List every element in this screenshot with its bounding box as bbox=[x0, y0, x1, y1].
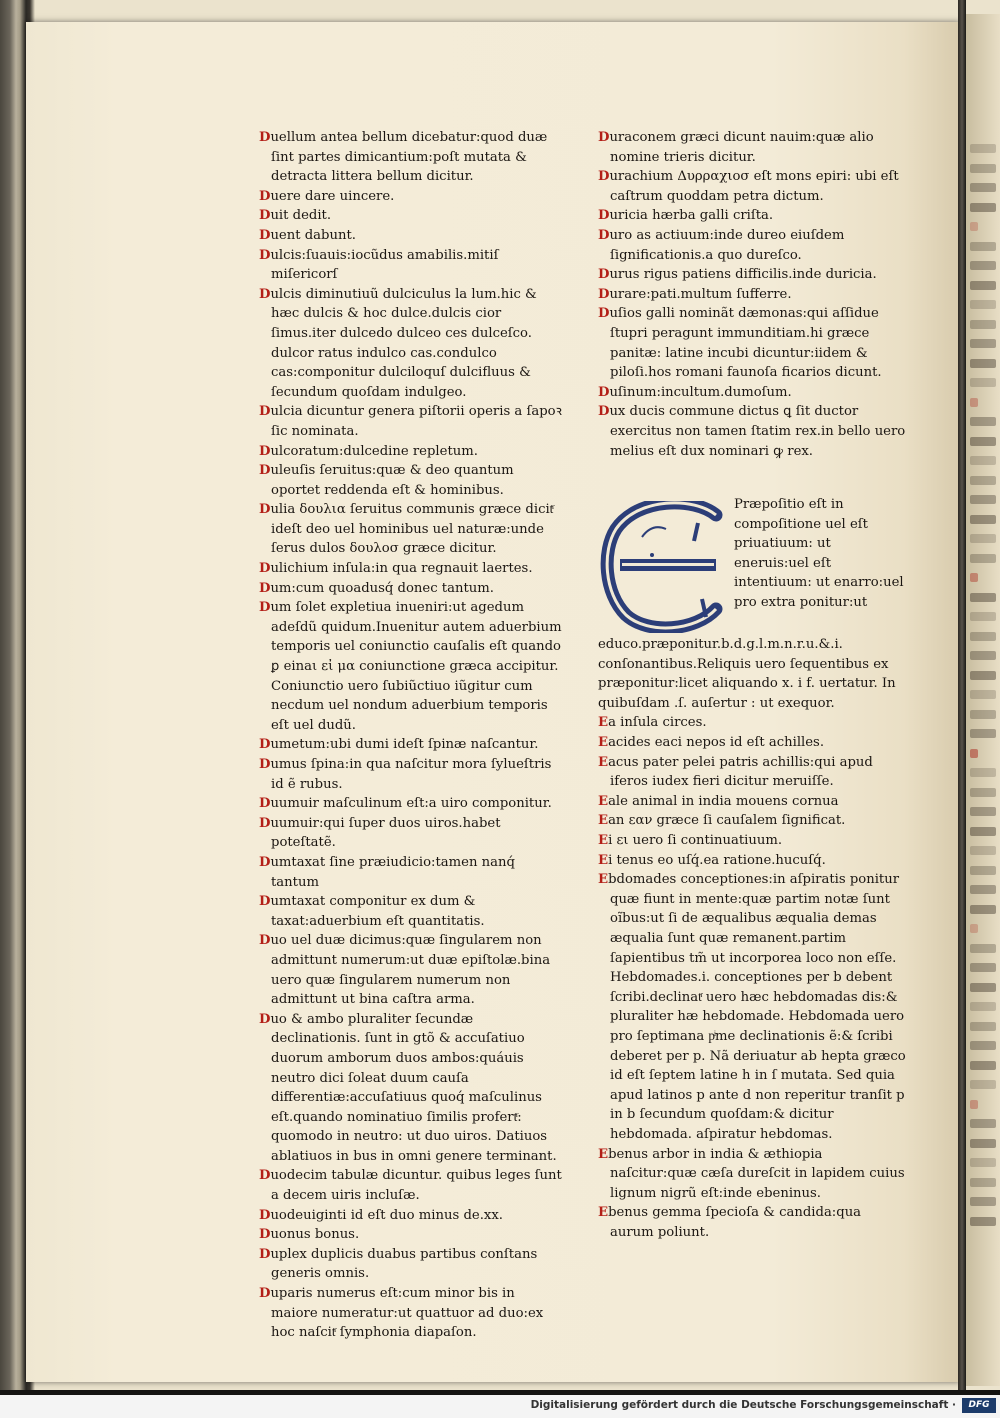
rubricated-initial: D bbox=[259, 854, 271, 870]
rubricated-initial: D bbox=[598, 130, 610, 145]
rubricated-initial: E bbox=[598, 735, 609, 751]
next-page-text-fragment bbox=[970, 300, 996, 309]
rubricated-initial: D bbox=[598, 169, 610, 185]
rubricated-initial: D bbox=[259, 443, 271, 459]
rubricated-initial: D bbox=[259, 1246, 271, 1262]
entry-text: uraconem græci dicunt nauim:quæ alio nomine trieris dicitur. bbox=[609, 130, 874, 165]
entry-text: umus ſpina:in qua naſcitur mora ſylueſtris id ẽ rubus. bbox=[270, 757, 552, 792]
rubricated-initial: E bbox=[598, 754, 609, 770]
next-page-text-fragment bbox=[970, 1061, 996, 1070]
entry-text: urachium Δυρραχιοσ eſt mons epiri: ubi eſt caſtrum quoddam petra dictum. bbox=[609, 169, 899, 204]
rubricated-initial: E bbox=[598, 872, 609, 888]
dictionary-entry bbox=[259, 1166, 564, 1205]
next-page-text-fragment bbox=[970, 983, 996, 992]
rubricated-initial: D bbox=[259, 227, 271, 243]
rubricated-initial: D bbox=[259, 737, 271, 753]
rubricated-initial: D bbox=[259, 1207, 271, 1223]
next-page-text-fragment bbox=[970, 1217, 996, 1226]
dictionary-entry bbox=[259, 246, 564, 285]
dictionary-entry bbox=[259, 285, 564, 403]
dictionary-entry bbox=[259, 755, 564, 794]
footer-bar bbox=[0, 1395, 1000, 1418]
dictionary-entry bbox=[259, 402, 564, 441]
gutter-shadow bbox=[958, 0, 966, 1390]
rubricated-initial: E bbox=[598, 833, 609, 849]
rubricated-initial: D bbox=[259, 1168, 271, 1184]
dictionary-entry bbox=[259, 1284, 564, 1343]
next-page-text-fragment bbox=[970, 807, 996, 816]
rubricated-initial: D bbox=[259, 757, 271, 772]
rubricated-initial: D bbox=[259, 404, 271, 420]
rubricated-initial: E bbox=[598, 793, 609, 809]
dictionary-entry bbox=[259, 1010, 564, 1167]
rubricated-initial: D bbox=[259, 894, 271, 910]
entry-text: umetum:ubi dumi ideſt ſpinæ naſcantur. bbox=[270, 737, 539, 753]
dictionary-entry bbox=[259, 579, 564, 599]
next-page-text-fragment bbox=[970, 261, 996, 270]
next-page-text-fragment bbox=[970, 417, 996, 426]
rubricated-initial: D bbox=[598, 306, 610, 322]
next-page-text-fragment bbox=[970, 1178, 996, 1187]
dictionary-entry bbox=[259, 598, 564, 735]
next-page-text-fragment bbox=[970, 885, 996, 894]
dictionary-entry bbox=[259, 226, 564, 246]
next-page-text-fragment bbox=[970, 1100, 978, 1109]
next-page-text-fragment bbox=[970, 1158, 996, 1167]
next-page-text-fragment bbox=[970, 534, 996, 543]
next-page-text-fragment bbox=[970, 222, 978, 231]
entry-text: i ει uero ſi continuatiuum. bbox=[608, 833, 783, 849]
entry-text: uleuſis ſeruitus:quæ & deo quantum oportet reddenda eſt & hominibus. bbox=[270, 463, 514, 498]
dictionary-entry bbox=[259, 931, 564, 1009]
rubricated-initial: D bbox=[259, 933, 271, 949]
next-page-text-fragment bbox=[970, 1002, 996, 1011]
entry-text: uere dare uincere. bbox=[270, 188, 395, 204]
next-page-text-fragment bbox=[970, 1139, 996, 1148]
dictionary-entry bbox=[259, 128, 564, 187]
entry-text: benus gemma ſpecioſa & candida:qua aurum poliunt. bbox=[608, 1205, 862, 1240]
dictionary-entry bbox=[598, 713, 908, 733]
next-page-text-fragment bbox=[970, 456, 996, 465]
dictionary-entry bbox=[259, 442, 564, 462]
rubricated-initial: D bbox=[259, 580, 271, 596]
rubricated-initial: E bbox=[598, 813, 609, 829]
entry-text: uodeuiginti id eſt duo minus de.xx. bbox=[270, 1207, 503, 1223]
next-page-text-fragment bbox=[970, 398, 978, 407]
dictionary-entry bbox=[598, 851, 908, 871]
rubricated-initial: E bbox=[598, 1146, 609, 1162]
dictionary-entry bbox=[598, 811, 908, 831]
dictionary-entry bbox=[598, 831, 908, 851]
next-page-text-fragment bbox=[970, 183, 996, 192]
rubricated-initial: D bbox=[259, 796, 271, 812]
right-text-column bbox=[598, 128, 908, 1243]
entry-text: uſios galli nominãt dæmonas:qui aſſidue ſtupri peragunt immunditiam.hi græce panitæ: latine incubi dicuntur:iidem & piloſi.hos romani faunoſa ficarios dicunt. bbox=[609, 306, 882, 381]
next-page-text-fragment bbox=[970, 729, 996, 738]
rubricated-initial: D bbox=[598, 384, 610, 400]
dictionary-entry bbox=[259, 853, 564, 892]
rubricated-initial: D bbox=[598, 286, 610, 302]
dictionary-entry bbox=[598, 128, 908, 167]
rubricated-initial: D bbox=[259, 1227, 271, 1243]
dictionary-entry bbox=[598, 1145, 908, 1204]
next-page-text-fragment bbox=[970, 281, 996, 290]
next-page-text-fragment bbox=[970, 593, 996, 602]
dictionary-entry bbox=[598, 870, 908, 1144]
rubricated-initial: D bbox=[259, 1286, 271, 1302]
dictionary-entry bbox=[259, 206, 564, 226]
entry-text: uonus bonus. bbox=[270, 1227, 360, 1243]
dictionary-entry bbox=[259, 892, 564, 931]
entry-text: uricia hærba galli criſta. bbox=[609, 208, 774, 224]
next-page-text-fragment bbox=[970, 144, 996, 153]
dictionary-entry bbox=[598, 265, 908, 285]
rubricated-initial: D bbox=[259, 286, 271, 302]
entry-text: i tenus eo uſq́.ea ratione.hucuſq́. bbox=[608, 852, 826, 868]
entry-text: a inſula circes. bbox=[608, 715, 707, 731]
dictionary-entry bbox=[259, 735, 564, 755]
entry-text: uſinum:incultum.dumoſum. bbox=[609, 384, 792, 400]
next-page-text-fragment bbox=[970, 1041, 996, 1050]
entry-text: ulcis:ſuauis:iocũdus amabilis.mitiſ miſericorſ bbox=[270, 247, 499, 283]
next-page-text-fragment bbox=[970, 573, 978, 582]
next-page-text-fragment bbox=[970, 924, 978, 933]
entry-text: uellum antea bellum dicebatur:quod duæ ſint partes dimicantium:poſt mutata & detracta littera bellum dicitur. bbox=[270, 130, 548, 185]
next-page-edge bbox=[966, 14, 1000, 1386]
next-page-text-fragment bbox=[970, 866, 996, 875]
dictionary-entry bbox=[598, 733, 908, 753]
next-page-text-fragment bbox=[970, 1022, 996, 1031]
next-page-text-fragment bbox=[970, 905, 996, 914]
next-page-text-fragment bbox=[970, 437, 996, 446]
entry-text: bdomades conceptiones:in aſpiratis ponitur quæ fiunt in mente:quæ partim notæ ſunt oĩbus:ut ſi de æqualibus æqualia demas æqualia ſunt quæ remanent.partim ſapientibus tm̃ ut incorporea loco non eſſe. Hebdomades.i. conceptiones per b debent ſcribi.declinatͬ uero hæc hebdomadas dis:& pluraliter hæ hebdomade. Hebdomada uero pro ſeptimana pͥme declinationis ẽ:& ſcribi deberet per p. Nã deriuatur ab hepta græco id eſt ſeptem latine h in ſ mutata. Sed quia apud latinos p ante d non reperitur tranſit p in b ſecundum quoſdam:& dicitur hebdomada. aſpiratur hebdomas. bbox=[608, 872, 906, 1142]
next-page-text-fragment bbox=[970, 827, 996, 836]
entry-text: ux ducis commune dictus ꝗ ſit ductor exercitus non tamen ſtatim rex.in bello uero melius eſt dux nominari ꝙ rex. bbox=[609, 404, 906, 459]
rubricated-initial: D bbox=[259, 600, 271, 616]
entry-text: ulichium inſula:in qua regnauit laertes. bbox=[270, 561, 533, 577]
dictionary-entry bbox=[259, 1245, 564, 1284]
dictionary-entry bbox=[259, 500, 564, 559]
entry-text: uo uel duæ dicimus:quæ ſingularem non admittunt numerum:ut duæ epiſtolæ.bina uero quæ ſingularem numerum non admittunt ut bina caſtra arma. bbox=[270, 933, 551, 1008]
next-page-text-fragment bbox=[970, 320, 996, 329]
entry-text: an εαν græce ſi cauſalem ſignificat. bbox=[608, 813, 846, 829]
next-page-text-fragment bbox=[970, 963, 996, 972]
next-page-text-fragment bbox=[970, 242, 996, 251]
dictionary-entry bbox=[259, 814, 564, 853]
dictionary-entry bbox=[259, 461, 564, 500]
next-page-text-fragment bbox=[970, 612, 996, 621]
dictionary-entry bbox=[598, 226, 908, 265]
rubricated-initial: D bbox=[598, 208, 610, 224]
entry-text: acides eaci nepos id eſt achilles. bbox=[608, 735, 825, 751]
next-page-text-fragment bbox=[970, 495, 996, 504]
next-page-text-fragment bbox=[970, 846, 996, 855]
dictionary-entry bbox=[598, 753, 908, 792]
rubricated-initial: D bbox=[598, 227, 610, 243]
next-page-text-fragment bbox=[970, 944, 996, 953]
next-page-text-fragment bbox=[970, 632, 996, 641]
rubricated-initial: D bbox=[259, 208, 271, 224]
rubricated-initial: D bbox=[259, 247, 271, 263]
next-page-text-fragment bbox=[970, 788, 996, 797]
next-page-text-fragment bbox=[970, 1080, 996, 1089]
rubricated-initial: D bbox=[598, 404, 610, 420]
entry-text: uplex duplicis duabus partibus conſtans generis omnis. bbox=[270, 1246, 538, 1282]
entry-text: umtaxat ſine præiudicio:tamen nanq́ tantum bbox=[270, 854, 515, 890]
dictionary-entry bbox=[598, 285, 908, 305]
entry-text: benus arbor in india & æthiopia naſcitur:quæ cæſa dureſcit in lapidem cuius lignum nigrũ eſt:inde ebeninus. bbox=[608, 1146, 905, 1201]
entry-text: ulia δουλια ſeruitus communis græce dicitͬ ideſt deo uel hominibus uel naturæ:unde ſerus dulos δουλοσ græce dicitur. bbox=[270, 502, 554, 557]
rubricated-initial: D bbox=[259, 1011, 271, 1027]
dictionary-entry bbox=[598, 402, 908, 461]
next-page-text-fragment bbox=[970, 768, 996, 777]
next-page-text-fragment bbox=[970, 339, 996, 348]
rubricated-initial: D bbox=[259, 188, 271, 204]
next-page-text-fragment bbox=[970, 690, 996, 699]
rubricated-initial: D bbox=[259, 561, 271, 577]
dictionary-entry bbox=[598, 383, 908, 403]
e-initial-text: Præpoſitio eſt in compoſitione uel eſt priuatiuum: ut eneruis:uel eſt intentiuum: ut enarro:uel pro extra ponitur:ut educo.præponitur.b.d.g.l.m.n.r.u.&.i. conſonantibus.Reliquis uero ſequentibus ex præponitur:licet aliquando x. i f. uertatur. In quibuſdam .ſ. auſertur : ut exequor. bbox=[598, 497, 904, 711]
dictionary-entry bbox=[259, 1206, 564, 1226]
rubricated-initial: D bbox=[598, 267, 610, 283]
rubricated-initial: D bbox=[259, 815, 271, 831]
entry-text: ale animal in india mouens cornua bbox=[608, 793, 839, 809]
next-page-text-fragment bbox=[970, 378, 996, 387]
next-page-text-fragment bbox=[970, 203, 996, 212]
entry-text: uent dabunt. bbox=[270, 227, 356, 243]
dictionary-entry bbox=[598, 792, 908, 812]
dictionary-entry bbox=[259, 794, 564, 814]
next-page-text-fragment bbox=[970, 671, 996, 680]
next-page-text-fragment bbox=[970, 749, 978, 758]
next-page-text-fragment bbox=[970, 1197, 996, 1206]
entry-text: ulcia dicuntur genera piſtorii operis a ſapoꝛ ſic nominata. bbox=[270, 404, 562, 439]
dictionary-entry bbox=[598, 1203, 908, 1242]
dictionary-entry bbox=[598, 206, 908, 226]
footer-credit: Digitalisierung gefördert durch die Deutsche Forschungsgemeinschaft · bbox=[530, 1399, 956, 1411]
next-page-text-fragment bbox=[970, 164, 996, 173]
entry-text: uodecim tabulæ dicuntur. quibus leges ſunt a decem uiris incluſæ. bbox=[270, 1168, 562, 1204]
next-page-text-fragment bbox=[970, 1119, 996, 1128]
entry-text: acus pater pelei patris achillis:qui apud iferos iudex fieri dicitur meruiſſe. bbox=[608, 754, 873, 790]
entry-text: ulcis diminutiuũ dulciculus la lum.hic & hæc dulcis & hoc dulce.dulcis cior ſimus.iter dulcedo dulceo ces dulceſco. dulcor ratus indulco cas.condulco cas:componitur dulciloquſ dulcifluus & ſecundum quoſdam indulgeo. bbox=[270, 286, 537, 400]
entry-text: uumuir:qui ſuper duos uiros.habet poteſtatẽ. bbox=[270, 815, 501, 851]
next-page-text-fragment bbox=[970, 554, 996, 563]
dictionary-entry bbox=[598, 304, 908, 382]
decorated-initial-e bbox=[598, 501, 726, 633]
entry-text: uparis numerus eſt:cum minor bis in maiore numeratur:ut quattuor ad duo:ex hoc naſcitͬ ſymphonia diapaſon. bbox=[270, 1286, 544, 1341]
next-page-text-fragment bbox=[970, 359, 996, 368]
entry-text: umtaxat componitur ex dum & taxat:aduerbium eſt quantitatis. bbox=[270, 894, 485, 929]
dictionary-entry bbox=[259, 187, 564, 207]
rubricated-initial: D bbox=[259, 502, 271, 518]
entry-text: uo & ambo pluraliter ſecundæ declinationis. ſunt in gtõ & accuſatiuo duorum amborum duos ambos:quáuis neutro dici ſoleat duum cauſa differentiæ:accuſatiuus quoq́ maſculinus eſt.quando nominatiuo ſimilis profertͬ: quomodo in neutro: ut duo uiros. Datiuos ablatiuos in bus in omni genere terminant. bbox=[270, 1011, 557, 1164]
entry-text: urare:pati.multum ſufferre. bbox=[609, 286, 792, 302]
next-page-text-fragment bbox=[970, 476, 996, 485]
rubricated-initial: E bbox=[598, 852, 609, 868]
rubricated-initial: D bbox=[259, 463, 271, 479]
entry-text: uit dedit. bbox=[270, 208, 332, 224]
rubricated-initial: D bbox=[259, 130, 271, 145]
entry-text: urus rigus patiens difficilis.inde duricia. bbox=[609, 267, 877, 283]
next-page-text-fragment bbox=[970, 515, 996, 524]
rubricated-initial: E bbox=[598, 1205, 609, 1221]
entry-text: uro as actiuum:inde dureo eiuſdem ſignificationis.a quo dureſco. bbox=[609, 227, 845, 263]
e-initial-section bbox=[598, 495, 908, 713]
left-text-column bbox=[259, 128, 564, 1343]
dfg-logo: DFG bbox=[962, 1398, 996, 1413]
next-page-text-fragment bbox=[970, 710, 996, 719]
dictionary-entry bbox=[598, 167, 908, 206]
entry-text: um:cum quoadusq́ donec tantum. bbox=[270, 580, 494, 596]
entry-text: ulcoratum:dulcedine repletum. bbox=[270, 443, 478, 459]
next-page-text-fragment bbox=[970, 651, 996, 660]
dictionary-entry bbox=[259, 559, 564, 579]
rubricated-initial: E bbox=[598, 715, 609, 731]
entry-text: um ſolet expletiua inueniri:ut agedum adeſdũ quidum.Inuenitur autem aduerbium temporis uel coniunctio cauſalis eſt quando ꝑ einaι εἰ μα coniunctione græca accipitur. Coniunctio uero ſubiũctiuo iũgitur cum necdum uel nondum aduerbium temporis eſt uel dudũ. bbox=[270, 600, 562, 733]
entry-text: uumuir maſculinum eſt:a uiro componitur. bbox=[270, 796, 552, 812]
dictionary-entry bbox=[259, 1225, 564, 1245]
